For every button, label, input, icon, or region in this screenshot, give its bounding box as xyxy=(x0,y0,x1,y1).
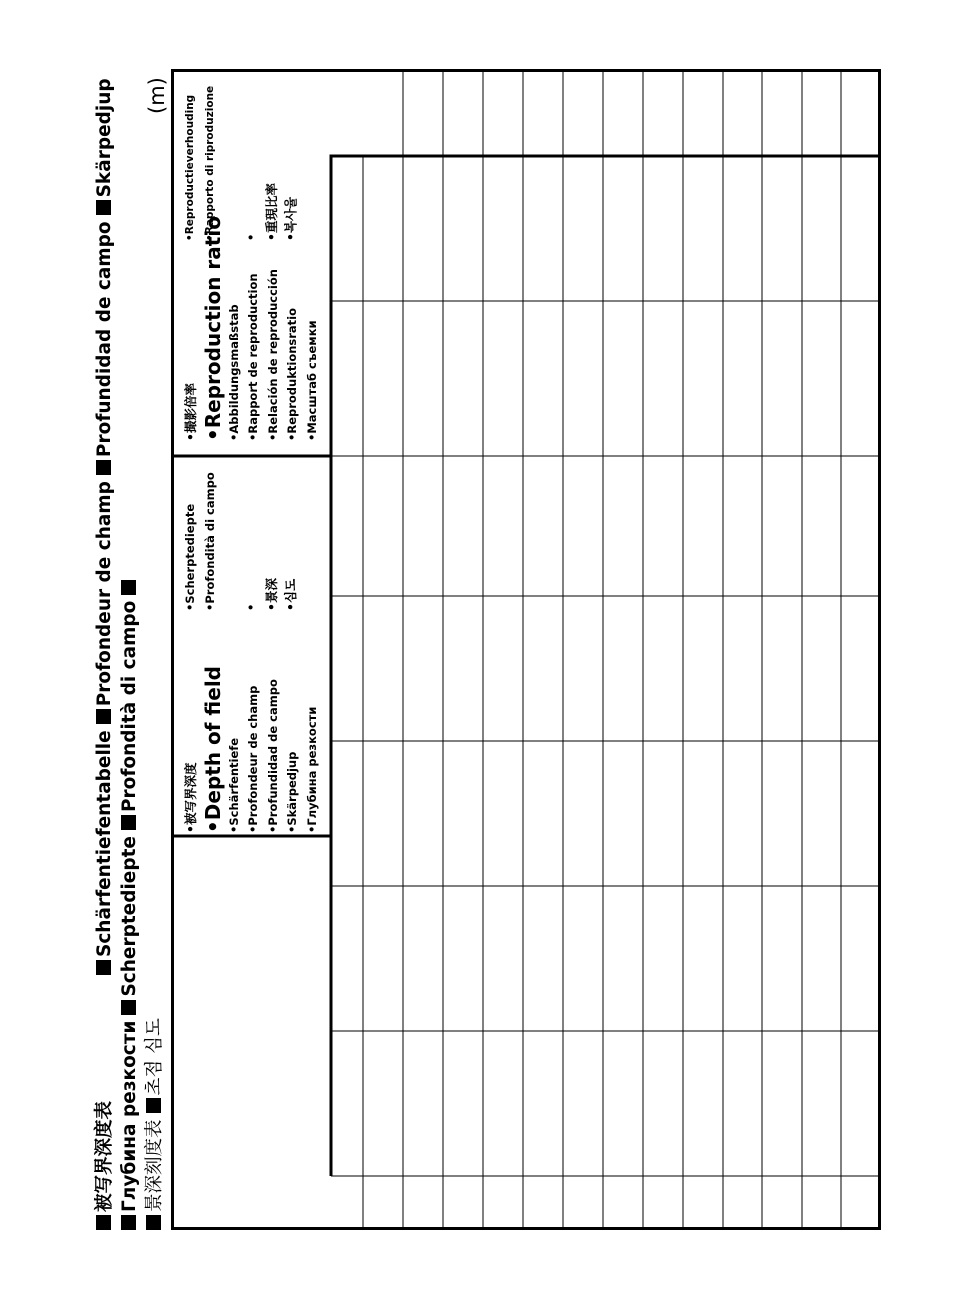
dof-label-de: •Schärfentiefe xyxy=(226,737,241,833)
bullet-square-icon xyxy=(96,709,111,724)
depth-of-field-table xyxy=(171,69,881,1230)
dof-label-ja: •被写界深度 xyxy=(183,762,198,833)
bullet-square-icon xyxy=(96,1215,111,1230)
title-ko: 초점 심도 xyxy=(144,1018,165,1096)
title-nl: Scherptediepte xyxy=(119,836,140,997)
rr-label-empty: • xyxy=(244,233,258,241)
bullet-square-icon xyxy=(121,1215,136,1230)
bullet-square-icon xyxy=(146,1098,161,1113)
rr-label-es: •Relación de reproducción xyxy=(265,269,280,441)
title-line-2 xyxy=(121,577,140,1230)
reproduction-ratio-header xyxy=(181,216,322,441)
dof-label-es: •Profundidad de campo xyxy=(265,679,280,833)
header-border xyxy=(331,156,881,1176)
dof-label-nl: •Scherptediepte xyxy=(183,503,197,611)
bullet-square-icon xyxy=(121,815,136,830)
dof-label-en: •Depth of field xyxy=(200,666,225,833)
depth-of-field-header xyxy=(181,666,322,833)
rr-label-zh: •重現比率 xyxy=(263,183,279,241)
unit-label xyxy=(144,72,170,116)
title-sv: Skärpedjup xyxy=(94,78,115,198)
unit-text: (m) xyxy=(145,77,169,114)
title-it: Profondità di campo xyxy=(119,600,140,813)
reproduction-ratio-header-col2 xyxy=(181,86,301,241)
bullet-square-icon xyxy=(96,460,111,475)
rr-label-nl: •Reproductieverhouding xyxy=(184,94,196,241)
bullet-square-icon xyxy=(121,1000,136,1015)
title-fr: Profondeur de champ xyxy=(94,481,115,707)
bullet-square-icon xyxy=(121,580,136,595)
dof-label-ko: •심도 xyxy=(283,578,298,611)
title-line-3 xyxy=(146,1018,165,1230)
dof-label-empty: • xyxy=(244,603,258,611)
bullet-square-icon xyxy=(96,200,111,215)
title-ja: 被写界深度表 xyxy=(94,1100,115,1212)
dof-label-zh: •景深 xyxy=(263,578,279,611)
column-lines xyxy=(363,69,841,1230)
rr-label-fr: •Rapport de reproduction xyxy=(246,273,260,441)
rr-label-sv: •Reproduktionsratio xyxy=(285,307,299,441)
title-es: Profundidad de campo xyxy=(94,221,115,458)
rr-label-ja: •撮影倍率 xyxy=(183,383,198,441)
bullet-square-icon xyxy=(96,960,111,975)
bullet-square-icon xyxy=(146,1215,161,1230)
rr-label-ru: •Масштаб съемки xyxy=(304,320,319,441)
row-lines xyxy=(331,156,881,1176)
depth-of-field-header-col2 xyxy=(181,472,301,611)
dof-label-it: •Profondità di campo xyxy=(202,472,217,611)
rr-label-ko: •복사율 xyxy=(283,196,298,241)
title-line-1 xyxy=(96,78,115,1230)
rr-label-en: •Reproduction ratio xyxy=(200,216,225,441)
dof-label-fr: •Profondeur de champ xyxy=(246,685,260,833)
title-de: Schärfentiefentabelle xyxy=(94,730,115,957)
dof-label-ru: •Глубина резкости xyxy=(304,706,319,833)
rr-label-de: •Abbildungsmaßstab xyxy=(226,304,241,441)
dof-label-sv: •Skärpedjup xyxy=(285,751,299,833)
title-zh: 景深刻度表 xyxy=(144,1119,165,1212)
rr-label-it: •Rapporto di riproduzione xyxy=(203,85,216,241)
title-ru: Глубина резкости xyxy=(119,1020,140,1212)
